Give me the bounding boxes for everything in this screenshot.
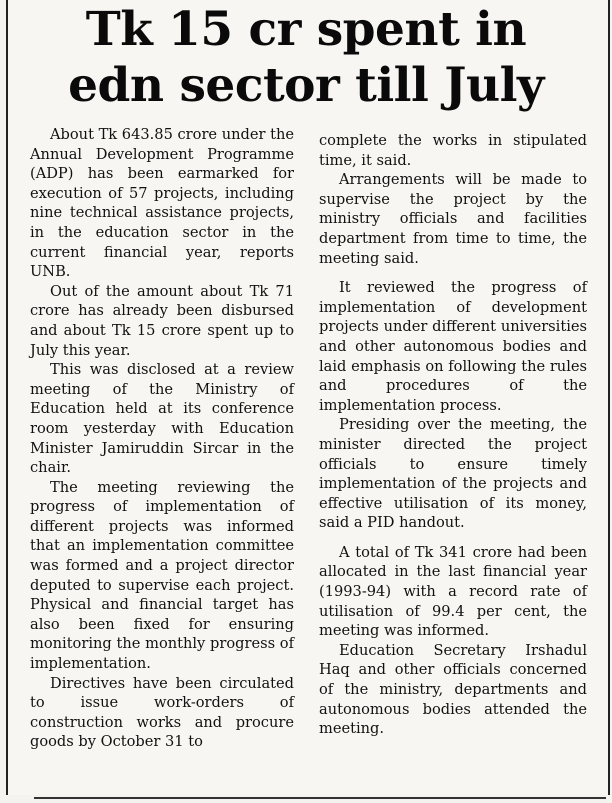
left-column xyxy=(30,125,294,752)
paragraph: Arrangements will be made to supervise the project by the ministry officials and facilities department from time to time, the meeting said. xyxy=(319,171,587,267)
paragraph: Presiding over the meeting, the minister directed the project officials to ensure timely implementation of the projects and effective utilisation of its money, said a PID handout. xyxy=(319,416,587,532)
paragraph: Out of the amount about Tk 71 crore has already been disbursed and about Tk 15 crore spent up to July this year. xyxy=(30,282,294,359)
paragraph: A total of Tk 341 crore had been allocated in the last financial year (1993-94) with a record rate of utilisation of 99.4 per cent, the meeting was informed. xyxy=(319,543,587,640)
headline-line-1: Tk 15 cr spent in xyxy=(85,2,527,57)
headline-line-2: edn sector till July xyxy=(68,58,544,113)
paragraph: complete the works in stipulated time, it said. xyxy=(319,132,587,169)
paragraph: About Tk 643.85 crore under the Annual Development Programme (ADP) has been earmarked for execution of 57 projects, including nine technical assistance projects, in the education sector in the current financial year, reports UNB. xyxy=(30,126,294,281)
paragraph: This was disclosed at a review meeting of the Ministry of Education held at its conference room yesterday with Education Minister Jamiruddin Sircar in the chair. xyxy=(30,361,294,477)
paragraph: Education Secretary Irshadul Haq and other officials concerned of the ministry, departments and autonomous bodies attended the meeting. xyxy=(319,641,587,738)
bottom-rule xyxy=(34,797,606,799)
paragraph: Directives have been circulated to issue work-orders of construction works and procure goods by October 31 to xyxy=(30,674,294,751)
paragraph: It reviewed the progress of implementation of development projects under different universities and other autonomous bodies and laid emphasis on following the rules and procedures of the implementation process. xyxy=(319,279,587,414)
right-column xyxy=(319,131,587,739)
headline xyxy=(0,2,612,114)
paragraph: The meeting reviewing the progress of implementation of different projects was informed that an implementation committee was formed and a project director deputed to supervise each project. Physical and financial target has also been fixed for ensuring monitoring the monthly progress of implementation. xyxy=(30,478,294,673)
